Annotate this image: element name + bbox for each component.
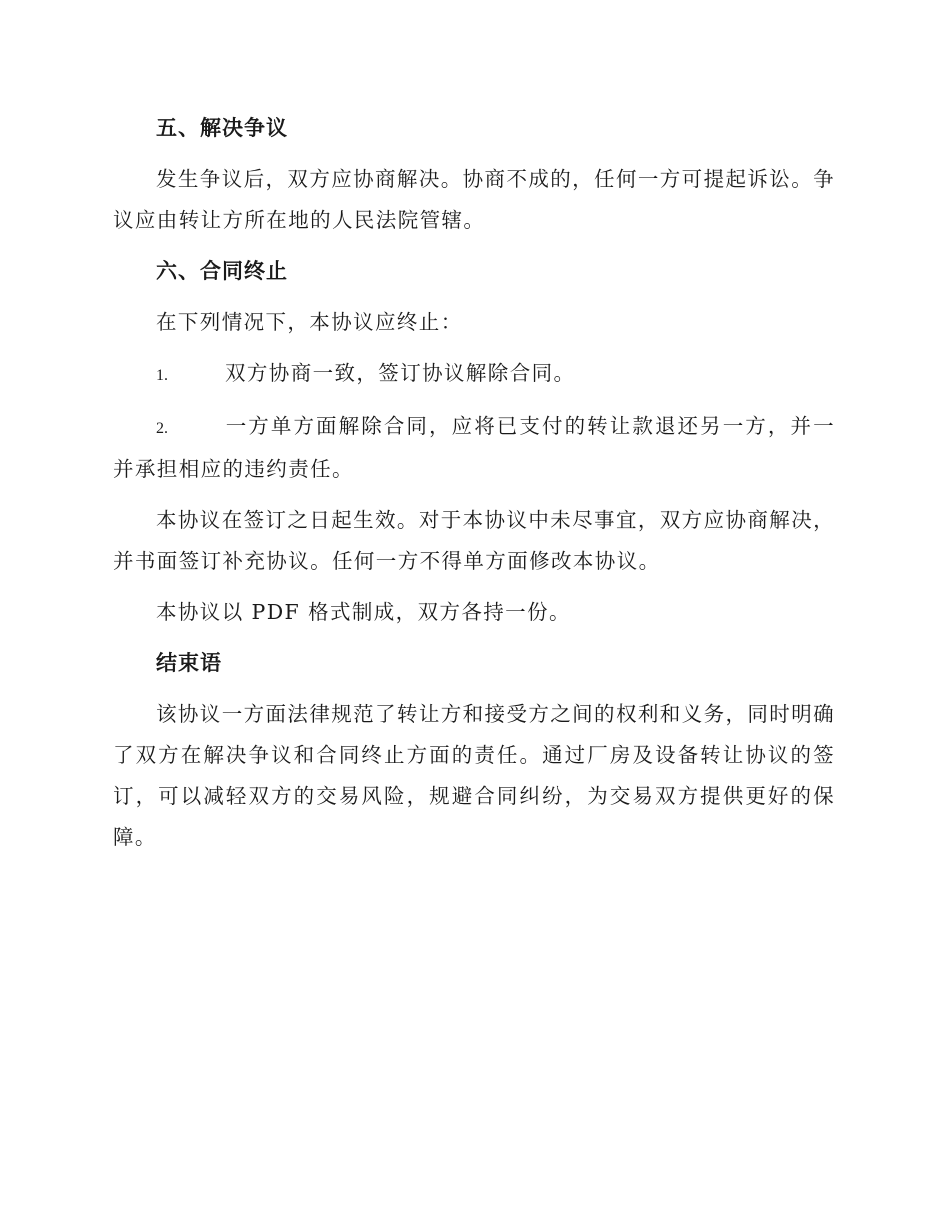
paragraph-effect: 本协议在签订之日起生效。对于本协议中未尽事宜，双方应协商解决，并书面签订补充协议。任何一方不得单方面修改本协议。 [113, 508, 835, 573]
list-item [113, 406, 835, 490]
section-heading-termination: 六、合同终止 [156, 259, 288, 283]
section-heading-dispute: 五、解决争议 [156, 116, 288, 140]
list-item-text: 一方单方面解除合同，应将已支付的转让款退还另一方，并一并承担相应的违约责任。 [113, 414, 835, 481]
paragraph-termination-intro: 在下列情况下，本协议应终止： [156, 310, 463, 334]
paragraph-format: 本协议以 PDF 格式制成，双方各持一份。 [156, 600, 571, 624]
list-item-number: 1. [156, 367, 168, 384]
section-heading-conclusion: 结束语 [156, 651, 222, 675]
list-item-text: 双方协商一致，签订协议解除合同。 [225, 361, 576, 385]
list-item-number: 2. [156, 420, 168, 437]
paragraph-dispute: 发生争议后，双方应协商解决。协商不成的，任何一方可提起诉讼。争议应由转让方所在地的人民法院管辖。 [113, 167, 835, 232]
document-content [113, 108, 835, 868]
paragraph-conclusion: 该协议一方面法律规范了转让方和接受方之间的权利和义务，同时明确了双方在解决争议和合同终止方面的责任。通过厂房及设备转让协议的签订，可以减轻双方的交易风险，规避合同纠纷，为交易双方提供更好的保障。 [113, 702, 835, 849]
list-item [113, 353, 835, 396]
